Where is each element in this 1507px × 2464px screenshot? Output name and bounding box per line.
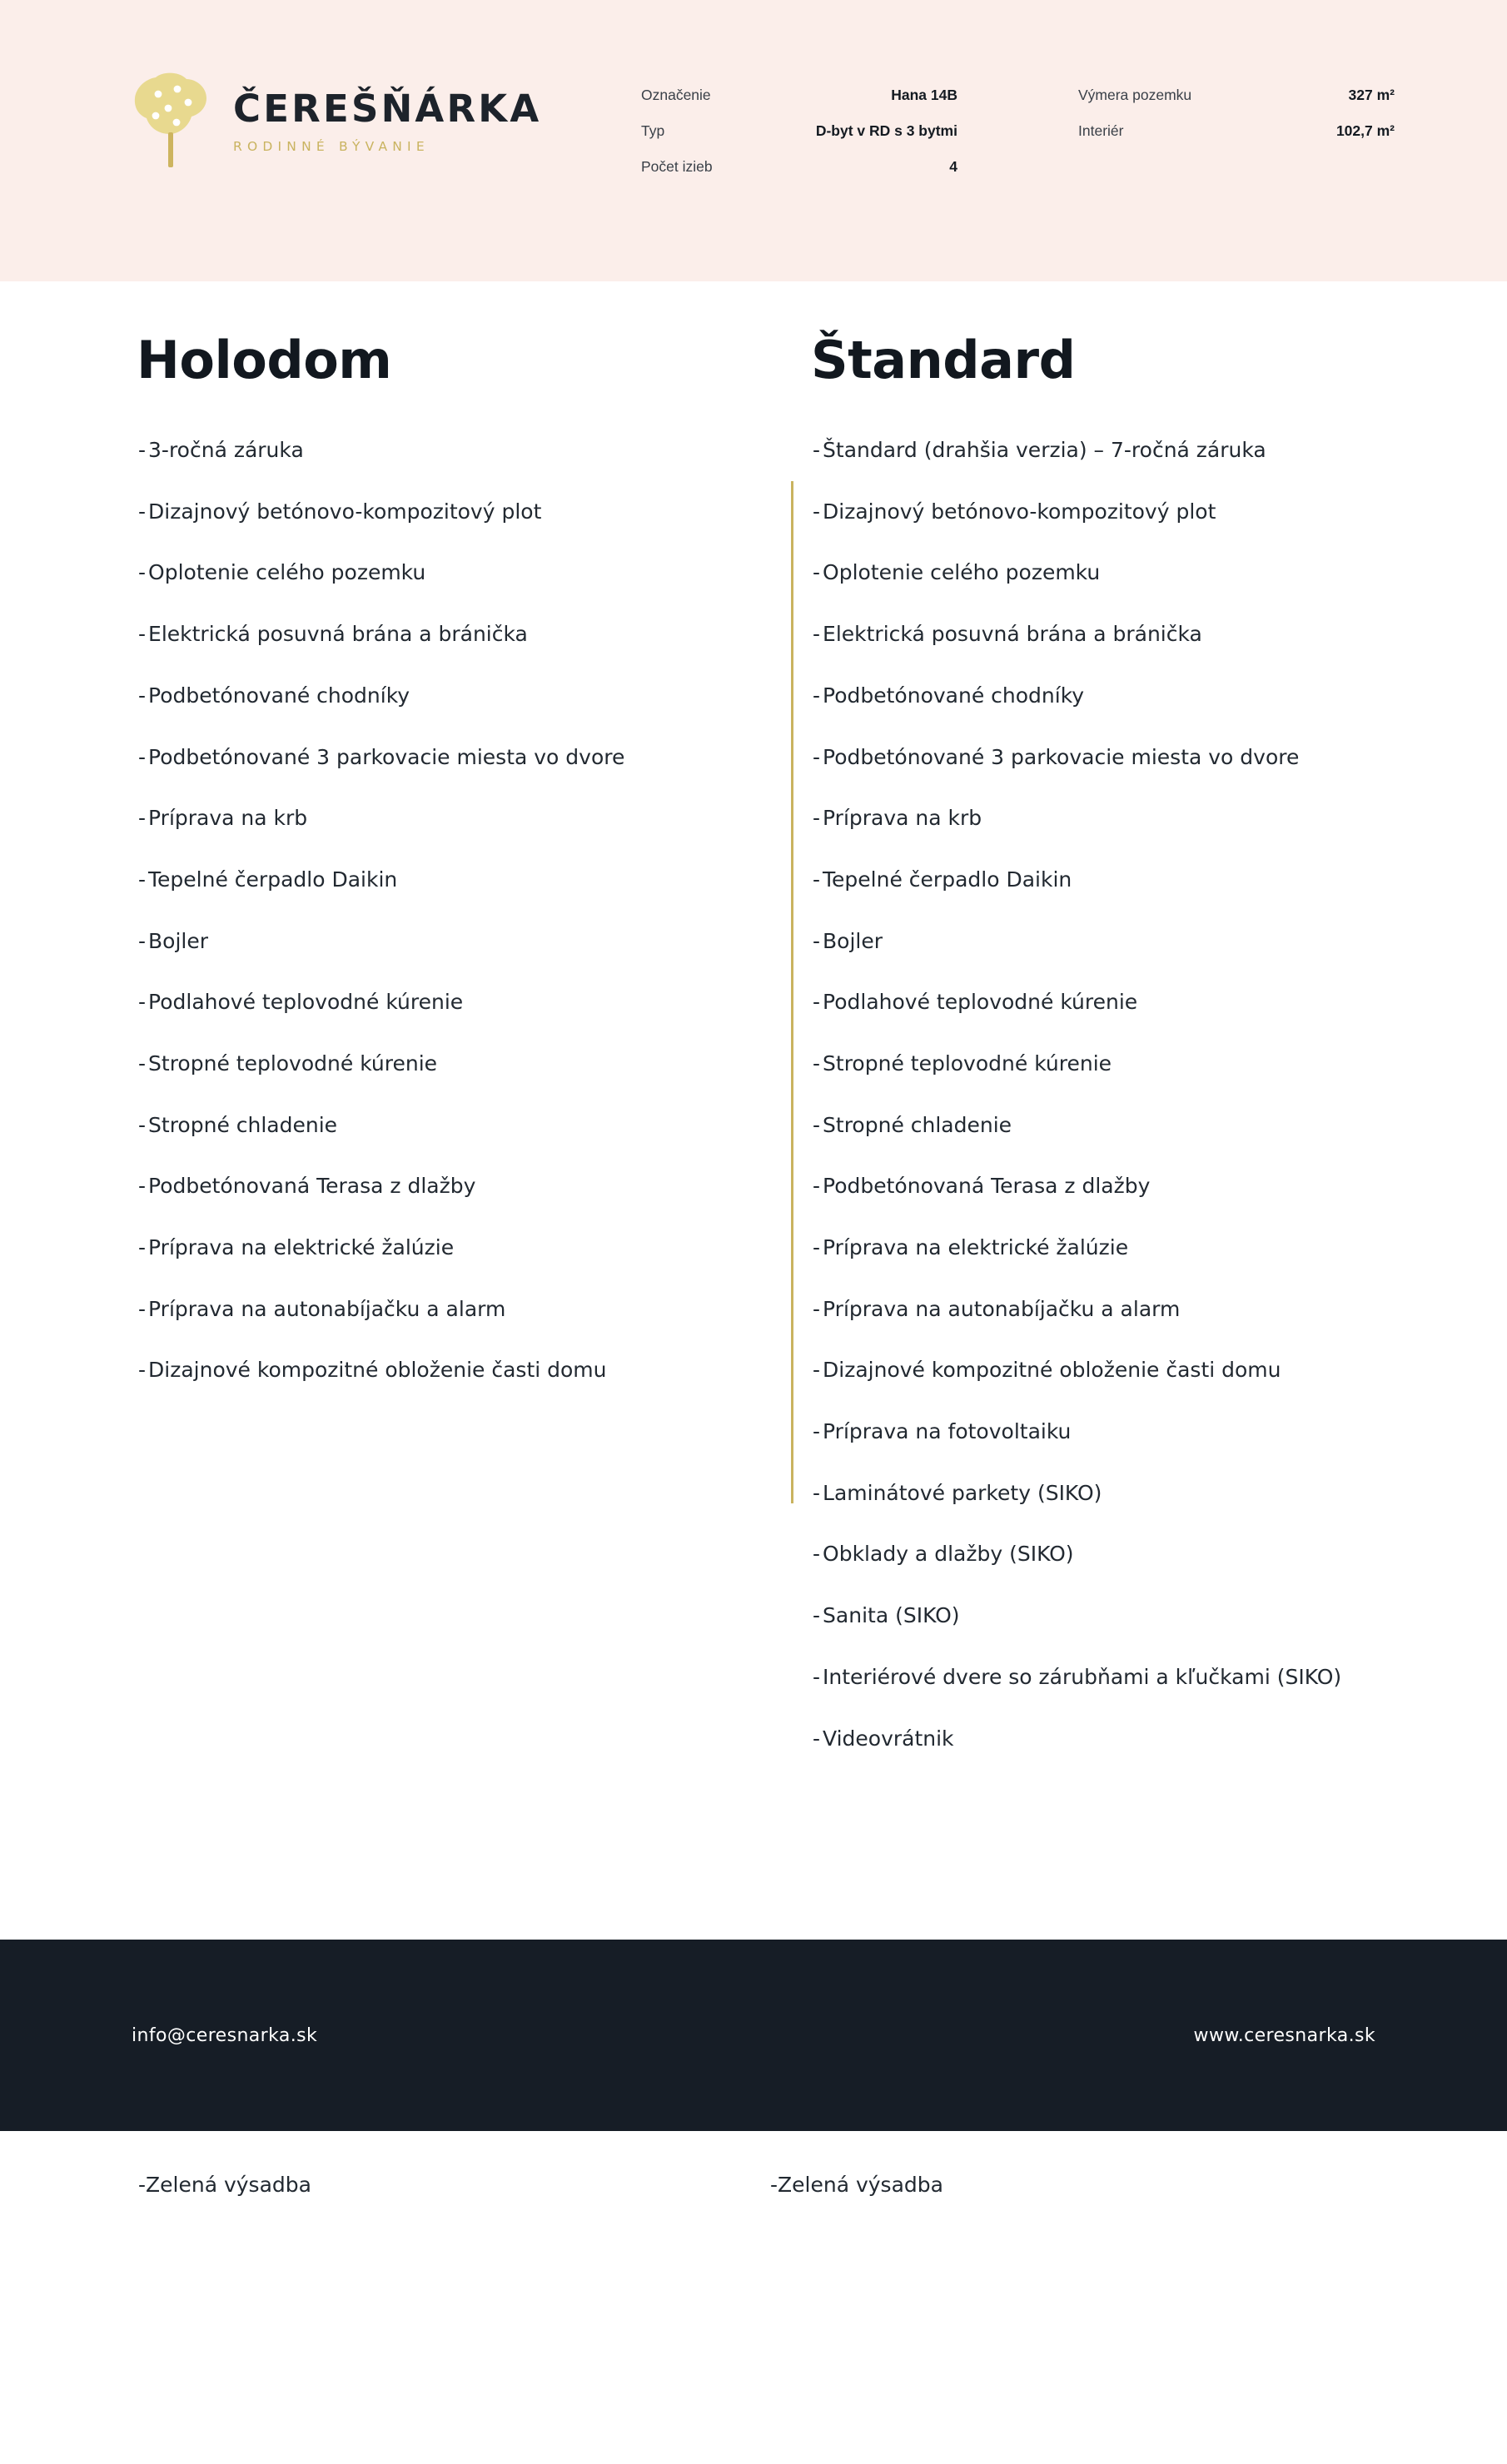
feature-item-label: Dizajnové kompozitné obloženie časti domu [148,1358,607,1383]
feature-item [806,1542,1472,1566]
feature-item-label: Príprava na krb [148,806,308,831]
bullet-dash: - [138,867,147,892]
feature-item [806,1482,1472,1505]
column-standard [806,330,1472,1788]
bullet-dash: - [138,744,147,769]
feature-item [806,1114,1472,1137]
feature-item-label: Podlahové teplovodné kúrenie [823,990,1138,1015]
feature-item-label: Podbetónované 3 parkovacie miesta vo dvore [148,744,625,769]
spec-label: Počet izieb [641,158,713,175]
feature-item [806,1666,1472,1689]
feature-item-label: Podbetónované chodníky [148,683,410,708]
bullet-dash: - [813,622,821,647]
feature-item-label: Oplotenie celého pozemku [148,560,426,585]
spec-row [1078,122,1395,140]
feature-item [132,439,764,462]
bullet-dash: - [138,1358,147,1383]
spec-row [641,158,957,176]
feature-list-standard [806,439,1472,1750]
feature-item [806,500,1472,524]
bullet-dash: - [138,683,147,708]
spec-group-left [641,87,957,194]
spec-row [1078,87,1395,104]
feature-item-label: Príprava na elektrické žalúzie [148,1235,455,1260]
page-header [0,0,1507,281]
feature-item [132,807,764,830]
bullet-dash: - [813,1542,821,1567]
feature-item [806,1175,1472,1198]
bullet-dash: - [813,1112,821,1137]
bullet-dash: - [813,1358,821,1383]
feature-item-label: Príprava na elektrické žalúzie [823,1235,1129,1260]
spec-label: Výmera pozemku [1078,87,1192,103]
bullet-dash: - [813,1235,821,1260]
feature-item-label: Príprava na fotovoltaiku [823,1419,1072,1444]
feature-item [132,1114,764,1137]
bullet-dash: - [813,1174,821,1199]
feature-item-label: Tepelné čerpadlo Daikin [823,867,1072,892]
bullet-dash: - [138,1174,147,1199]
feature-item-label: Podbetónované chodníky [823,683,1085,708]
feature-item [806,1052,1472,1076]
feature-item [132,1298,764,1321]
feature-item-label: Štandard (drahšia verzia) – 7-ročná záruka [823,438,1266,463]
bullet-dash: - [813,806,821,831]
bullet-dash: - [813,744,821,769]
column-holodom [132,330,764,1788]
spec-value: D-byt v RD s 3 bytmi [815,122,957,139]
feature-item-label: Laminátové parkety (SIKO) [823,1480,1102,1505]
bullet-dash: - [813,1419,821,1444]
bullet-dash: - [138,990,147,1015]
feature-item-label: Obklady a dlažby (SIKO) [823,1542,1074,1567]
feature-item-label: Elektrická posuvná brána a bránička [148,622,528,647]
spec-value: 327 m² [1348,87,1395,103]
comparison-columns [0,330,1507,1788]
spec-row [641,122,957,140]
feature-item-label: Interiérové dvere so zárubňami a kľučkami (SIKO) [823,1664,1342,1689]
column-title: Holodom [137,330,392,390]
feature-item [806,991,1472,1014]
feature-item [132,868,764,892]
feature-item-label: Dizajnové kompozitné obloženie časti domu [823,1358,1281,1383]
feature-item-label: Dizajnový betónovo-kompozitový plot [823,499,1216,524]
feature-item [132,991,764,1014]
feature-item [806,746,1472,769]
page-footer [0,1940,1507,2131]
bullet-dash: - [138,1051,147,1076]
feature-item [132,500,764,524]
spec-label: Typ [641,122,665,139]
feature-item [806,1604,1472,1627]
feature-item-label: Stropné teplovodné kúrenie [823,1051,1112,1076]
spec-value: 102,7 m² [1335,122,1395,139]
feature-item-label: Podlahové teplovodné kúrenie [148,990,464,1015]
feature-item [806,1727,1472,1751]
brand-logo[interactable] [132,71,541,169]
feature-item-label: Bojler [823,928,883,953]
bullet-dash: - [813,1726,821,1751]
spec-group-right [1078,87,1395,158]
feature-item-label: Stropné teplovodné kúrenie [148,1051,438,1076]
feature-item [806,1298,1472,1321]
feature-item-label: Podbetónované 3 parkovacie miesta vo dvore [823,744,1300,769]
feature-item-label: Stropné chladenie [148,1112,338,1137]
feature-item [132,746,764,769]
bullet-dash: - [813,499,821,524]
feature-item [132,561,764,584]
brand-tagline: RODINNÉ BÝVANIE [233,138,430,154]
bullet-dash: - [813,560,821,585]
bullet-dash: - [138,438,147,463]
bullet-dash: - [813,990,821,1015]
bullet-dash: - [138,1296,147,1321]
bullet-dash: - [138,499,147,524]
bullet-dash: - [813,867,821,892]
feature-item-label: 3-ročná záruka [148,438,304,463]
column-divider [791,481,793,1503]
feature-item [132,684,764,708]
bullet-dash: - [813,1051,821,1076]
spec-value: 4 [949,158,957,175]
footer-website-link[interactable]: www.ceresnarka.sk [1193,2025,1375,2046]
feature-item-label: Príprava na autonabíjačku a alarm [148,1296,506,1321]
feature-item [806,868,1472,892]
feature-item [806,439,1472,462]
feature-item [132,1359,764,1382]
bullet-dash: - [813,1603,821,1628]
feature-item-label: Príprava na krb [823,806,982,831]
feature-item-label: Videovrátnik [823,1726,954,1751]
feature-item [132,1236,764,1259]
feature-item [806,930,1472,953]
bullet-dash: - [138,1112,147,1137]
feature-item [806,623,1472,646]
spec-label: Označenie [641,87,711,103]
feature-item [132,930,764,953]
feature-item-label: Podbetónovaná Terasa z dlažby [148,1174,476,1199]
bullet-dash: - [138,928,147,953]
feature-item [806,561,1472,584]
feature-item-label: Sanita (SIKO) [823,1603,960,1628]
feature-last-standard: -Zelená výsadba [770,2173,943,2197]
feature-item [806,1420,1472,1443]
bullet-dash: - [138,1235,147,1260]
bullet-dash: - [813,683,821,708]
bullet-dash: - [138,622,147,647]
feature-item [806,684,1472,708]
brand-text [233,87,541,154]
feature-item-label: Príprava na autonabíjačku a alarm [823,1296,1181,1321]
feature-last-holodom: -Zelená výsadba [138,2173,311,2197]
bullet-dash: - [138,806,147,831]
feature-item-label: Tepelné čerpadlo Daikin [148,867,398,892]
spec-value: Hana 14B [891,87,957,103]
brand-name: ČEREŠŇÁRKA [233,86,542,131]
feature-item-label: Bojler [148,928,209,953]
tree-icon [132,71,211,169]
footer-email-link[interactable]: info@ceresnarka.sk [132,2025,318,2046]
column-title: Štandard [811,330,1076,390]
bullet-dash: - [813,1480,821,1505]
feature-item [806,807,1472,830]
spec-row [641,87,957,104]
bullet-dash: - [813,1296,821,1321]
feature-item [806,1359,1472,1382]
feature-item [132,623,764,646]
feature-item-label: Elektrická posuvná brána a bránička [823,622,1202,647]
feature-item-label: Podbetónovaná Terasa z dlažby [823,1174,1151,1199]
bullet-dash: - [138,560,147,585]
bullet-dash: - [813,928,821,953]
bullet-dash: - [813,1664,821,1689]
feature-item [806,1236,1472,1259]
feature-item [132,1052,764,1076]
spec-label: Interiér [1078,122,1124,139]
feature-item-label: Dizajnový betónovo-kompozitový plot [148,499,542,524]
main-content [0,330,1507,2464]
feature-item-label: Stropné chladenie [823,1112,1012,1137]
tree-trunk [168,132,173,167]
bullet-dash: - [813,438,821,463]
feature-list-holodom [132,439,764,1382]
feature-item-label: Oplotenie celého pozemku [823,560,1101,585]
feature-item [132,1175,764,1198]
